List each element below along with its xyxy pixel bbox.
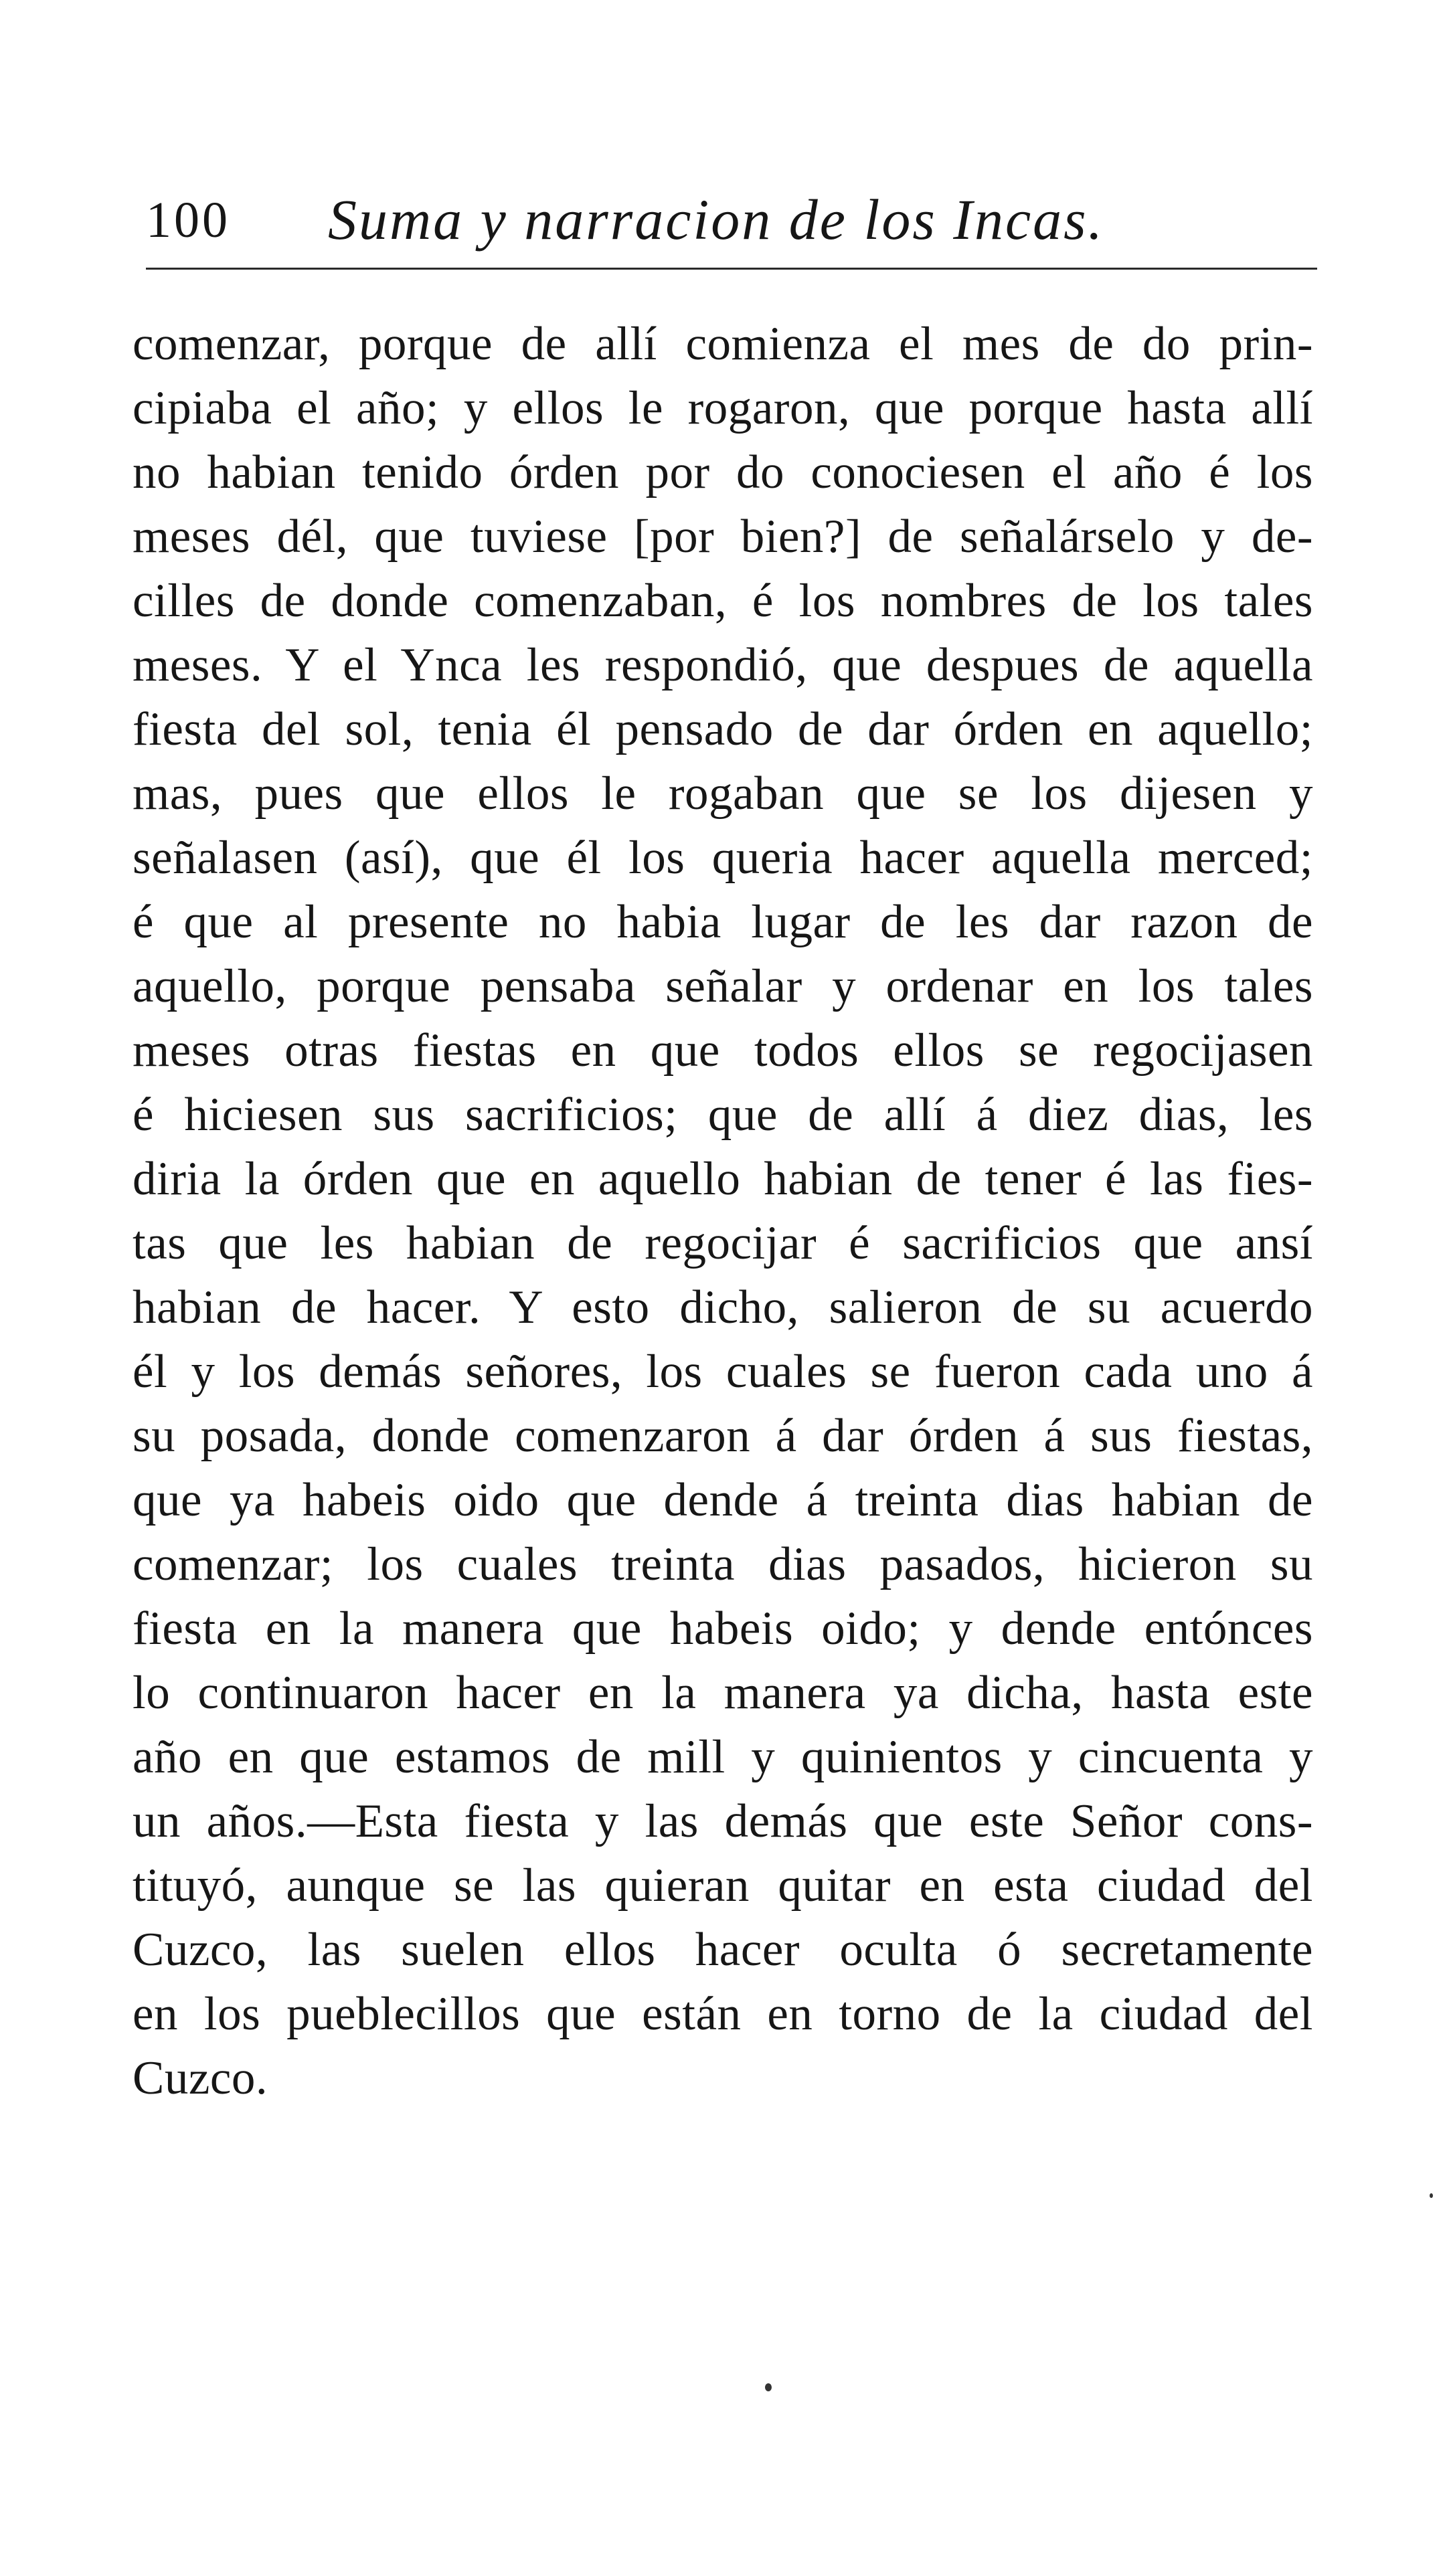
body-text <box>133 312 1313 2110</box>
text-line: un años.—Esta fiesta y las demás que este Señor cons- <box>133 1795 1313 1847</box>
text-line: su posada, donde comenzaron á dar órden á sus fiestas, <box>133 1410 1313 1462</box>
text-line: é que al presente no habia lugar de les dar razon de <box>133 896 1313 948</box>
text-line: fiesta en la manera que habeis oido; y dende entónces <box>133 1602 1313 1655</box>
text-line: é hiciesen sus sacrificios; que de allí á diez dias, les <box>133 1089 1313 1141</box>
text-line: meses dél, que tuviese [por bien?] de señalárselo y de- <box>133 511 1313 563</box>
text-line: meses otras fiestas en que todos ellos se regocijasen <box>133 1024 1313 1077</box>
text-line: año en que estamos de mill y quinientos y cincuenta y <box>133 1731 1313 1783</box>
text-line: mas, pues que ellos le rogaban que se los dijesen y <box>133 767 1313 820</box>
text-line: aquello, porque pensaba señalar y ordenar en los tales <box>133 960 1313 1012</box>
text-line: lo continuaron hacer en la manera ya dicha, hasta este <box>133 1667 1313 1719</box>
text-line: cipiaba el año; y ellos le rogaron, que porque hasta allí <box>133 382 1313 434</box>
text-line: comenzar; los cuales treinta dias pasados, hicieron su <box>133 1538 1313 1590</box>
header-rule <box>146 268 1317 270</box>
text-line: fiesta del sol, tenia él pensado de dar órden en aquello; <box>133 703 1313 755</box>
text-line: habian de hacer. Y esto dicho, salieron de su acuerdo <box>133 1281 1313 1333</box>
text-line: él y los demás señores, los cuales se fueron cada uno á <box>133 1346 1313 1398</box>
text-line: comenzar, porque de allí comienza el mes de do prin- <box>133 318 1313 370</box>
page-number: 100 <box>146 192 230 248</box>
text-line: cilles de donde comenzaban, é los nombres de los tales <box>133 575 1313 627</box>
running-title: Suma y narracion de los Incas. <box>328 187 1105 252</box>
text-line: diria la órden que en aquello habian de tener é las fies- <box>133 1153 1313 1205</box>
text-line: que ya habeis oido que dende á treinta dias habian de <box>133 1474 1313 1526</box>
text-line: en los pueblecillos que están en torno de la ciudad del <box>133 1988 1313 2040</box>
text-line: Cuzco. <box>133 2052 268 2104</box>
text-line: meses. Y el Ynca les respondió, que despues de aquella <box>133 639 1313 691</box>
text-line: tas que les habian de regocijar é sacrificios que ansí <box>133 1217 1313 1269</box>
page-header <box>146 186 1317 260</box>
text-line: señalasen (así), que él los queria hacer aquella merced; <box>133 832 1313 884</box>
ink-speck <box>1430 2193 1433 2198</box>
text-line: tituyó, aunque se las quieran quitar en esta ciudad del <box>133 1859 1313 1912</box>
text-line: no habian tenido órden por do conociesen el año é los <box>133 446 1313 498</box>
ink-speck <box>765 2383 772 2391</box>
text-line: Cuzco, las suelen ellos hacer oculta ó secretamente <box>133 1924 1313 1976</box>
